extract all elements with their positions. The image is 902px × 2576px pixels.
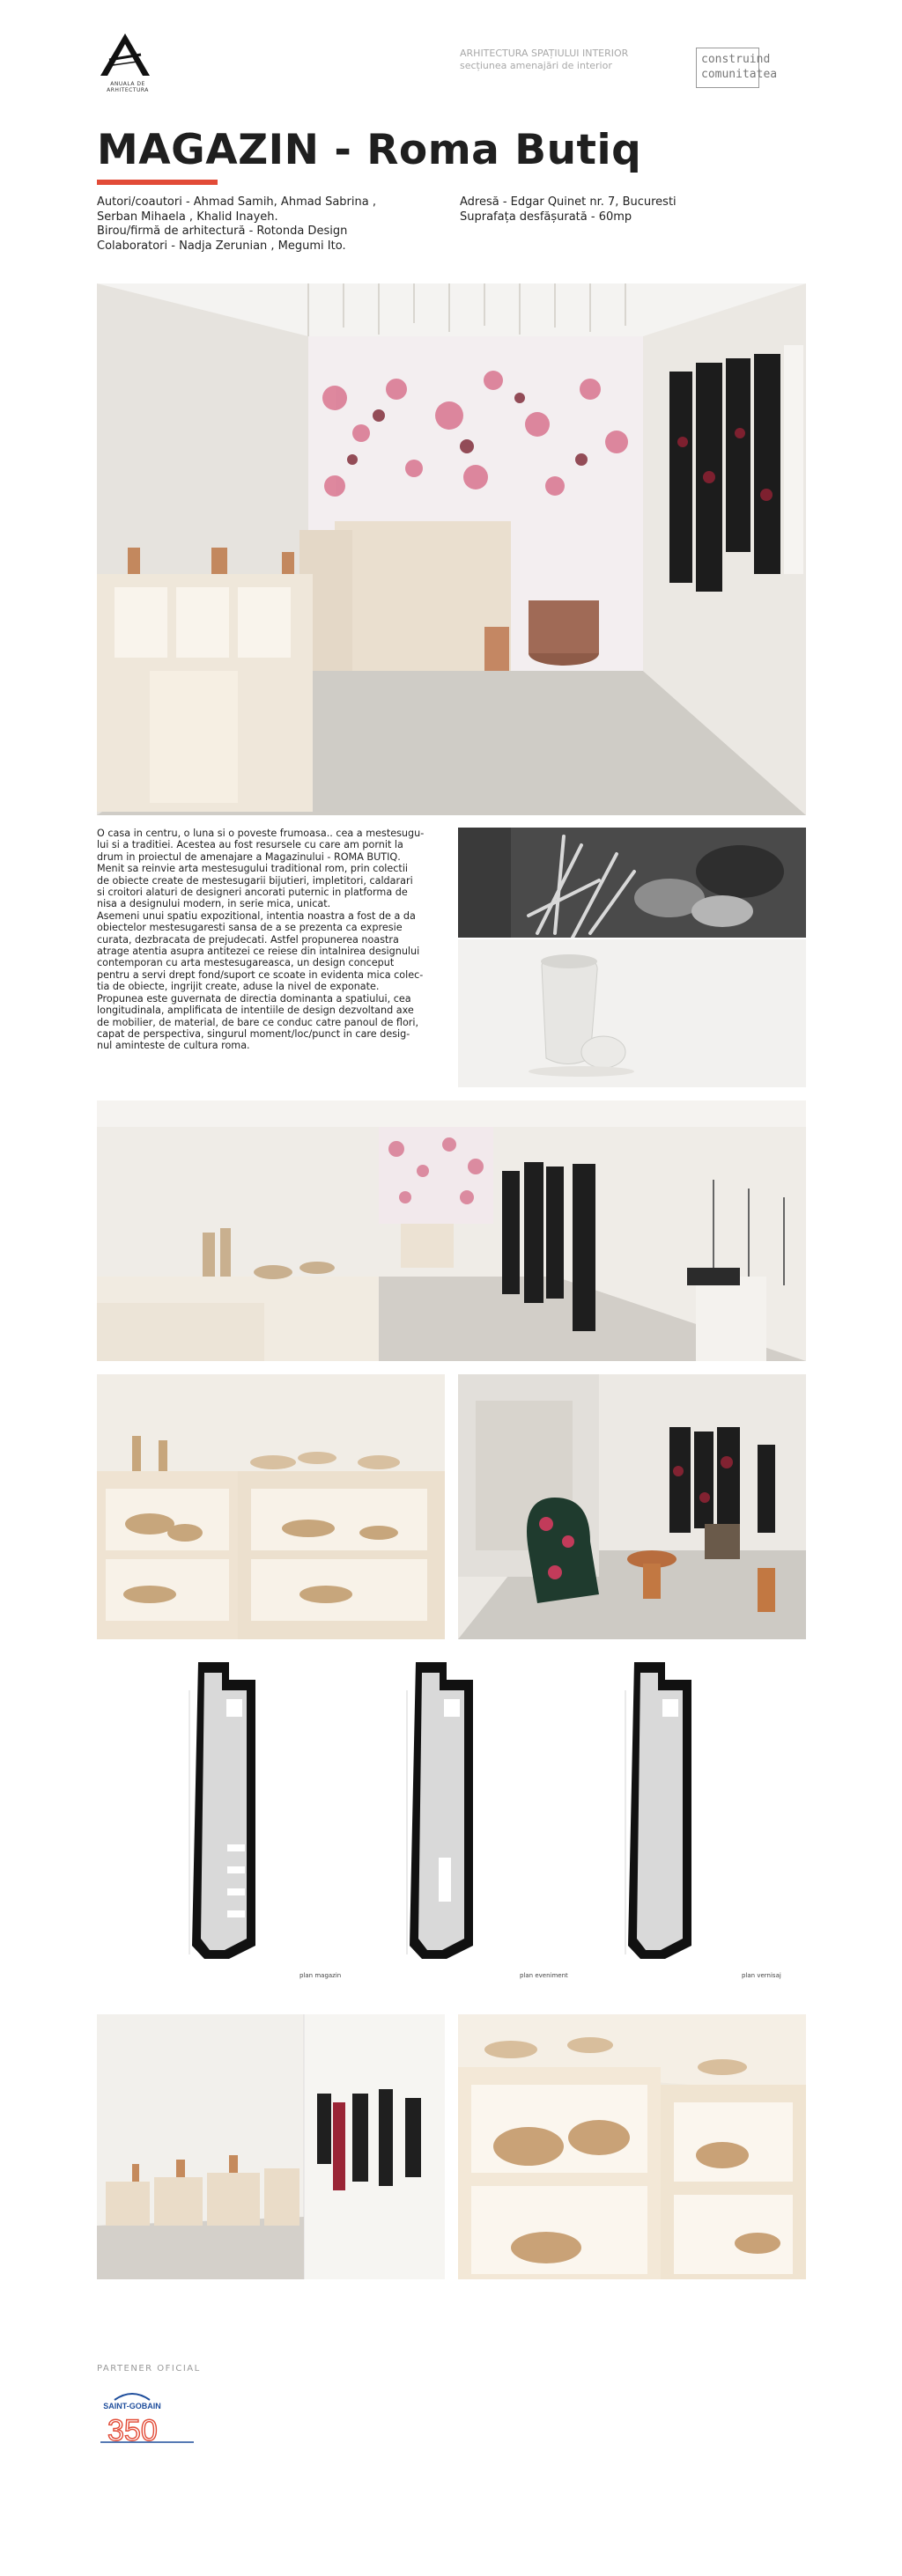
annual-logo-icon xyxy=(97,33,153,77)
description-line: contemporan cu arta mestesugareasca, un design conceput xyxy=(97,957,395,969)
plan-label: plan magazin xyxy=(299,1972,342,1979)
description-line: atrage atentia asupra antitezei ce reiese din intalnirea designului xyxy=(97,946,420,958)
plan-label: plan eveniment xyxy=(520,1972,568,1979)
title-underline xyxy=(97,180,218,185)
logo-caption: ANUALA DE ARHITECTURA xyxy=(107,81,149,93)
authors-line-2: Serban Mihaela , Khalid Inayeh. xyxy=(97,210,278,224)
plan-label: plan vernisaj xyxy=(742,1972,781,1979)
description-line: obiectelor mestesugaresti sansa de a se prezenta ca expresie xyxy=(97,922,403,934)
authors-line-1: Autori/coautori - Ahmad Samih, Ahmad Sabrina , xyxy=(97,195,376,209)
description-line: pentru a servi drept fond/suport ce scoate in evidenta mica colec- xyxy=(97,968,424,981)
section-subtitle: secțiunea amenajări de interior xyxy=(460,60,612,71)
badge-line-1: construind xyxy=(701,53,771,66)
description-line: curata, dezbracata de prejudecati. Astfel propunerea noastra xyxy=(97,933,399,946)
armchair-photo xyxy=(458,1374,806,1639)
description-line: de mobilier, de material, de bare ce conduc catre panoul de flori, xyxy=(97,1016,419,1028)
saint-gobain-350-logo xyxy=(97,2388,194,2447)
partner-logo-number: 350 xyxy=(107,2414,158,2447)
partner-label: PARTENER OFICIAL xyxy=(97,2364,201,2374)
store-interior-photo xyxy=(97,1100,806,1361)
collaborators: Colaboratori - Nadja Zerunian , Megumi Ito. xyxy=(97,239,346,253)
description-line: Propunea este guvernata de directia dominanta a spatiului, cea xyxy=(97,992,411,1005)
ceramic-vase-photo xyxy=(458,939,806,1087)
project-credits xyxy=(97,195,449,254)
page-title: MAGAZIN - Roma Butiq xyxy=(97,126,642,174)
floor-plan-event xyxy=(410,1662,473,1959)
construind-comunitatea-badge xyxy=(696,48,778,88)
partner-logo-text: SAINT-GOBAIN xyxy=(103,2402,161,2410)
description-line: O casa in centru, o luna si o poveste frumoasa.. cea a mestesugu- xyxy=(97,828,425,839)
firm: Birou/firmă de arhitectură - Rotonda Design xyxy=(97,224,348,238)
description-line: capat de perspectiva, singurul moment/loc/punct in care desig- xyxy=(97,1027,410,1040)
floor-plans xyxy=(97,1655,806,1990)
basket-shelves-photo xyxy=(458,2014,806,2279)
address: Adresă - Edgar Quinet nr. 7, Bucuresti xyxy=(460,195,676,209)
floor-plan-vernissage xyxy=(628,1662,691,1959)
project-description xyxy=(97,828,445,1052)
section-heading xyxy=(460,48,628,72)
shelving-display-photo xyxy=(97,1374,445,1639)
project-location xyxy=(460,195,812,224)
gallery-view-photo xyxy=(97,2014,445,2279)
floor-plan-shop xyxy=(192,1662,255,1959)
badge-line-2: comunitatea xyxy=(701,68,778,81)
craft-tools-photo xyxy=(458,828,806,938)
description-line: lui si a traditiei. Acestea au fost resursele cu care am pornit la xyxy=(97,839,403,851)
section-title: ARHITECTURA SPAȚIULUI INTERIOR xyxy=(460,48,629,59)
description-line: si croitori alaturi de designeri ancorati puternic in platforma de xyxy=(97,887,408,899)
description-line: nul aminteste de cultura roma. xyxy=(97,1040,250,1052)
description-line: de obiecte create de mestesugarii bijutieri, impletitori, caldarari xyxy=(97,874,413,887)
description-line: tia de obiecte, ingrijit create, aduse la nivel de exponate. xyxy=(97,981,380,993)
description-line: longitudinala, amplificata de intentiile de design dezvoltand axe xyxy=(97,1005,414,1017)
description-line: Menit sa reinvie arta mestesugului traditional rom, prin colectii xyxy=(97,863,409,875)
description-line: Asemeni unui spatiu expozitional, intentia noastra a fost de a da xyxy=(97,909,416,922)
hero-store-photo xyxy=(97,283,806,815)
description-line: drum in proiectul de amenajare a Magazinului - ROMA BUTIQ. xyxy=(97,850,401,863)
description-line: nisa a designului modern, in serie mica, unicat. xyxy=(97,898,331,910)
area: Suprafața desfășurată - 60mp xyxy=(460,210,632,224)
